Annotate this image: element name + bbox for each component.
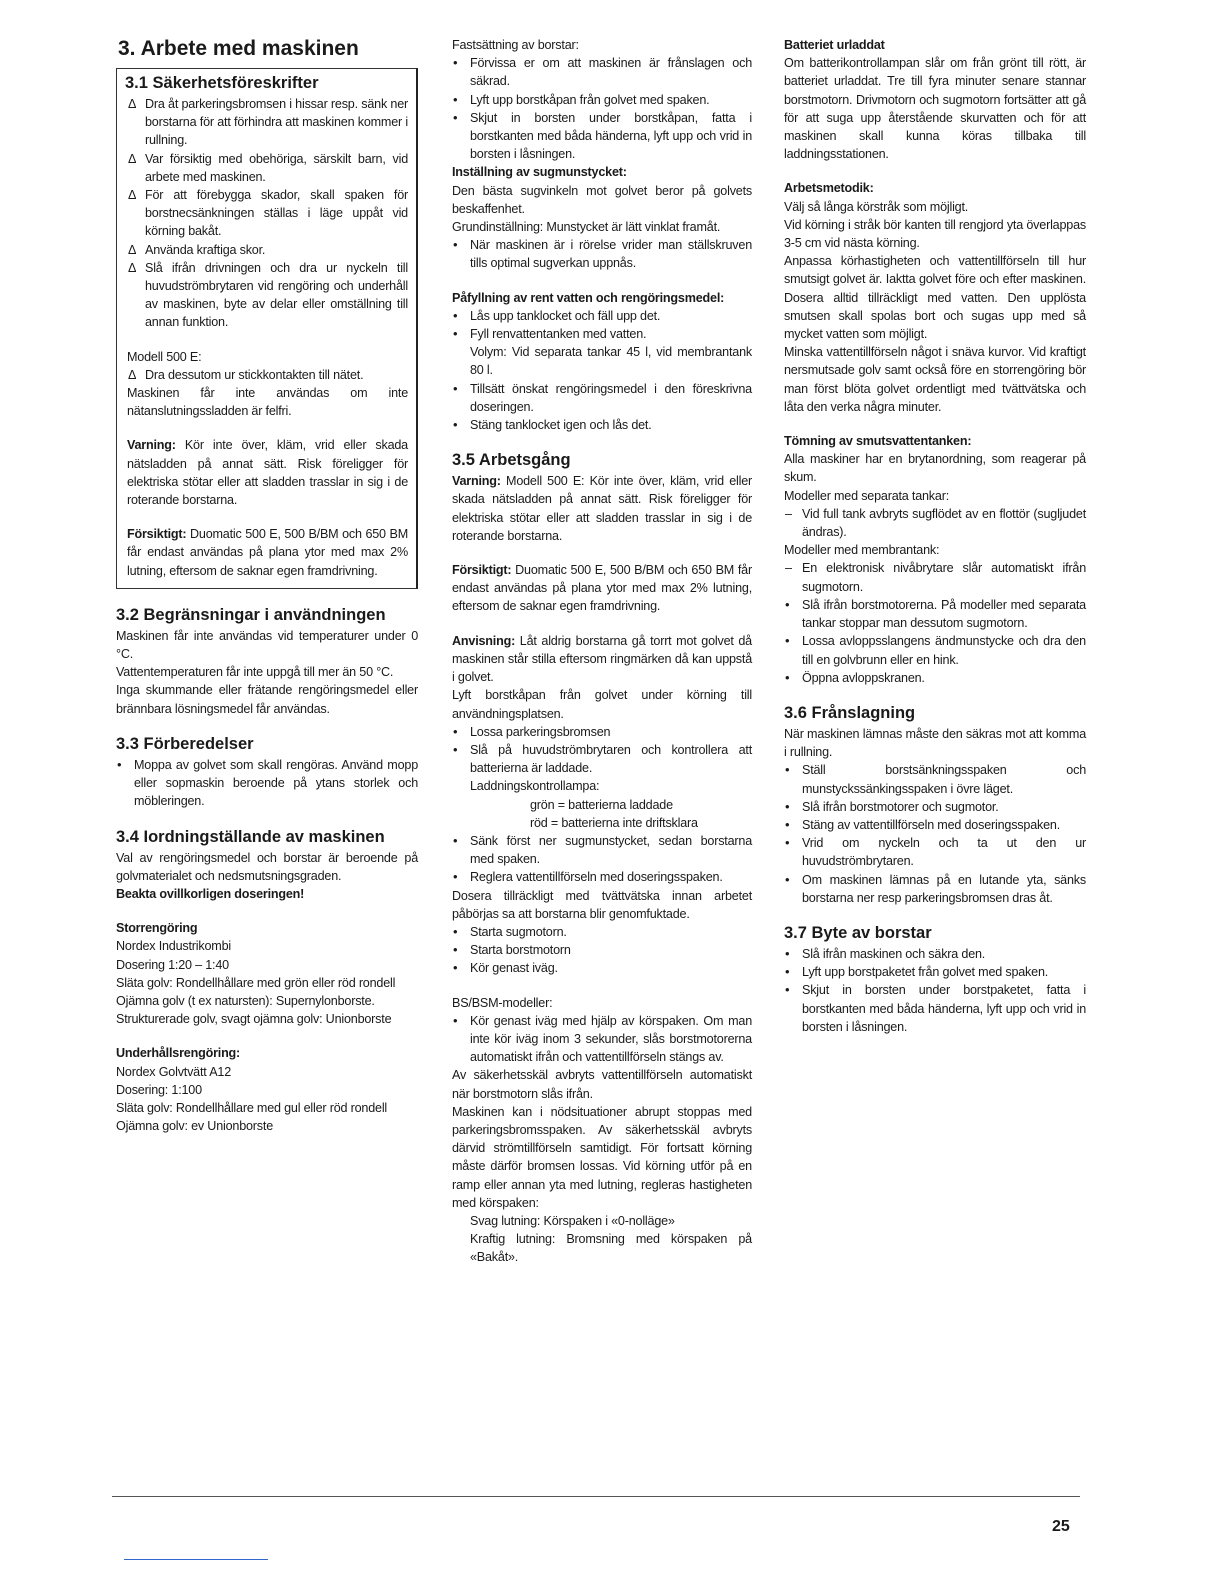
bullet-icon: [453, 1012, 467, 1030]
bullet-icon: [453, 723, 467, 741]
paragraph: Minska vattentillförseln något i snäva kurvor. Vid kraftigt nersmutsade golv samt också före en storrengöring bör man först blöta golvet ordentligt med tvättvätska och låta den verka några minuter.: [784, 345, 1086, 414]
model-warning-list: [127, 366, 408, 384]
list-item: • Starta borstmotorn: [452, 941, 752, 959]
bullet-list: [784, 761, 1086, 907]
list-item: Δ Dra åt parkeringsbromsen i hissar resp. sänk ner borstarna för att förhindra att maskinen kommer i rullning.: [128, 97, 408, 148]
warning-triangle-icon: Δ: [128, 260, 137, 275]
list-item: • Förvissa er om att maskinen är frånslagen och säkrad.: [452, 54, 752, 90]
list-item: • Lossa parkeringsbromsen: [452, 723, 752, 741]
list-item: • Sänk först ner sugmunstycket, sedan borstarna med spaken.: [452, 832, 752, 868]
section-heading-3-2: 3.2 Begränsningar i användningen: [116, 605, 386, 624]
paragraph: Maskinen kan i nödsituationer abrupt stoppas med parkeringsbromsspaken. Av säkerhetsskäl avbryts därvid strömtillförseln samtidigt. För fortsatt körning måste därför bromsen lossas. Vid körning utför på en ramp eller annan yta med lutning, regleras hastigheten med körspaken:: [452, 1104, 752, 1210]
warning-triangle-icon: Δ: [128, 367, 137, 382]
safety-warning-list: [127, 95, 408, 332]
bullet-icon: [117, 756, 131, 774]
underhall-heading: Underhållsrengöring:: [116, 1046, 241, 1061]
list-item: – Vid full tank avbryts sugflödet av en flottör (sugljudet ändras).: [785, 506, 1086, 540]
bullet-list: [452, 723, 752, 778]
warning-triangle-icon: Δ: [128, 242, 137, 257]
bullet-icon: [453, 741, 467, 759]
column-middle: [452, 36, 752, 1267]
storrengoring-heading: Storrengöring: [116, 921, 198, 936]
paragraph: Val av rengöringsmedel och borstar är beroende på golvmaterialet och nedsmutsningsgraden.: [116, 850, 418, 883]
bullet-list: [452, 832, 752, 887]
list-item: Δ Slå ifrån drivningen och dra ur nyckeln till huvudströmbrytaren vid rengöring och underhåll av maskinen, byte av delar eller omställning till annan funktion.: [128, 260, 408, 330]
list-item: Δ Var försiktig med obehöriga, särskilt barn, vid arbete med maskinen.: [128, 151, 408, 184]
anvisning-paragraph: Anvisning: Låt aldrig borstarna gå torrt mot golvet då maskinen står stilla eftersom ringmärken då kan uppstå i golvet.: [452, 633, 752, 685]
forsiktigt-paragraph: Försiktigt: Duomatic 500 E, 500 B/BM och 650 BM får endast användas på plana ytor med max 2% lutning, eftersom de saknar egen framdrivning.: [452, 563, 752, 614]
section-heading-3-5: 3.5 Arbetsgång: [452, 451, 571, 470]
paragraph: Inga skummande eller frätande rengöringsmedel eller brännbara lösningsmedel får användas.: [116, 683, 418, 716]
paragraph: Välj så långa körstråk som möjligt.: [784, 199, 969, 214]
bullet-icon: [453, 959, 467, 977]
list-item: • När maskinen är i rörelse vrider man ställskruven tills optimal sugverkan uppnås.: [452, 236, 752, 272]
bullet-icon: [453, 236, 467, 254]
bullet-icon: [453, 325, 467, 343]
bullet-list: [452, 307, 752, 434]
warning-triangle-icon: Δ: [128, 151, 137, 166]
list-item: • Om maskinen lämnas på en lutande yta, sänks borstarna ner resp parkeringsbromsen dras åt.: [784, 871, 1086, 907]
column-left: [116, 36, 418, 1135]
list-item: • Slå ifrån maskinen och säkra den.: [784, 945, 1086, 963]
dash-marker: –: [785, 561, 792, 576]
paragraph: Den bästa sugvinkeln mot golvet beror på golvets beskaffenhet.: [452, 183, 752, 216]
bullet-list: [784, 945, 1086, 1036]
text-line: Släta golv: Rondellhållare med grön eller röd rondell: [116, 975, 396, 990]
bullet-list: [452, 1012, 752, 1067]
membrane-tank-label: Modeller med membrantank:: [784, 543, 940, 558]
bullet-list: [452, 236, 752, 272]
list-item: • Slå ifrån borstmotorer och sugmotor.: [784, 798, 1086, 816]
battery-heading: Batteriet urladdat: [784, 38, 885, 52]
slope-strong: Kraftig lutning: Bromsning med körspaken på «Bakåt».: [470, 1232, 752, 1265]
list-item: • Vrid om nyckeln och ta ut den ur huvudströmbrytaren.: [784, 834, 1086, 870]
list-item: Δ För att förebygga skador, skall spaken för borstnecsänkningen ställas i läge uppåt vid körning bakåt.: [128, 188, 408, 239]
text-line: Dosering: 1:100: [116, 1082, 202, 1097]
bullet-list: [116, 756, 418, 811]
list-item: • Ställ borstsänkningsspaken och munstyckssänkingsspaken i övre läget.: [784, 761, 1086, 797]
bullet-icon: [785, 632, 799, 650]
dosage-notice: Beakta ovillkorligen doseringen!: [116, 886, 305, 901]
warning-triangle-icon: Δ: [128, 188, 137, 203]
dash-list: [784, 505, 1086, 541]
paragraph: Om batterikontrollampan slår om från grönt till rött, är batteriet urladdat. Tre till fyra minuter senare stannar borstmotorn. Drivmotorn och sugmotorn fortsätter att gå för att suga upp återstående skurvatten och för att maskinen skall kunna köras tillbaka till laddningsstationen.: [784, 56, 1086, 162]
list-item: • Kör genast iväg.: [452, 959, 752, 977]
paragraph: Lyft borstkåpan från golvet under körning till användningsplatsen.: [452, 688, 752, 721]
paragraph: Dosera tillräckligt med tvättvätska innan arbetet påbörjas sa att borstarna blir genomfuktade.: [452, 888, 752, 921]
bullet-icon: [453, 54, 467, 72]
bullet-list: [452, 54, 752, 163]
footer-divider: [112, 1496, 1080, 1497]
safety-box: [116, 68, 418, 589]
text-line: Dosering 1:20 – 1:40: [116, 957, 229, 972]
bullet-icon: [453, 923, 467, 941]
column-right: [784, 36, 1086, 1036]
fastsattning-label: Fastsättning av borstar:: [452, 38, 579, 52]
model-text: Maskinen får inte användas om inte nätanslutningssladden är felfri.: [127, 386, 408, 419]
bullet-list: [452, 923, 752, 978]
bullet-icon: [785, 871, 799, 889]
bullet-icon: [453, 868, 467, 886]
installning-heading: Inställning av sugmunstycket:: [452, 165, 627, 180]
bullet-icon: [785, 798, 799, 816]
section-heading-3-4: 3.4 Iordningställande av maskinen: [116, 827, 385, 846]
volume-note: Volym: Vid separata tankar 45 l, vid membrantank 80 l.: [470, 345, 752, 378]
list-item: • Öppna avloppskranen.: [784, 669, 1086, 687]
dash-marker: –: [785, 506, 792, 521]
varning-paragraph: Varning: Kör inte över, kläm, vrid eller skada nätsladden på annat sätt. Risk föreligger för elektriska stötar eller att sladden trasslar in sig i de roterande borstarna.: [127, 438, 408, 508]
model-label: Modell 500 E:: [127, 349, 202, 364]
bullet-icon: [785, 834, 799, 852]
bullet-icon: [785, 963, 799, 981]
paragraph: Vid körning i stråk bör kanten till rengjord yta överlappas 3-5 cm vid nästa körning.: [784, 217, 1086, 251]
slope-weak: Svag lutning: Körspaken i «0-nolläge»: [470, 1213, 675, 1228]
paragraph: När maskinen lämnas måste den säkras mot att komma i rullning.: [784, 726, 1086, 760]
page-number: 25: [1052, 1518, 1070, 1535]
list-item: • Stäng av vattentillförseln med doseringsspaken.: [784, 816, 1086, 834]
list-item: • Lyft upp borstkåpan från golvet med spaken.: [452, 91, 752, 109]
bullet-icon: [785, 816, 799, 834]
paragraph: Grundinställning: Munstycket är lätt vinklat framåt.: [452, 220, 721, 235]
forsiktigt-paragraph: Försiktigt: Duomatic 500 E, 500 B/BM och 650 BM får endast användas på plana ytor med max 2% lutning, eftersom de saknar egen framdrivning.: [127, 527, 408, 578]
bullet-icon: [785, 761, 799, 779]
bullet-icon: [453, 416, 467, 434]
list-item: Δ Dra dessutom ur stickkontakten till nätet.: [127, 366, 408, 384]
text-line: Nordex Golvtvätt A12: [116, 1064, 232, 1079]
pafyllning-heading: Påfyllning av rent vatten och rengöringsmedel:: [452, 290, 725, 305]
list-item: • Slå ifrån borstmotorerna. På modeller med separata tankar stoppar man dessutom sugmotorn.: [784, 596, 1086, 632]
chapter-title: 3. Arbete med maskinen: [118, 37, 359, 60]
list-item: • Skjut in borsten under borstkåpan, fatta i borstkanten med båda händerna, lyft upp och vrid in borsten i låsningen.: [452, 109, 752, 164]
section-heading-3-1: 3.1 Säkerhetsföreskrifter: [125, 74, 319, 92]
text-line: Släta golv: Rondellhållare med gul eller röd rondell: [116, 1100, 388, 1115]
list-item: • Lossa avloppsslangens ändmunstycke och dra den till en golvbrunn eller en hink.: [784, 632, 1086, 668]
section-heading-3-7: 3.7 Byte av borstar: [784, 923, 932, 942]
list-item: – En elektronisk nivåbrytare slår automatiskt ifrån sugmotorn.: [785, 561, 1086, 594]
section-heading-3-6: 3.6 Frånslagning: [784, 703, 916, 722]
bullet-icon: [785, 981, 799, 999]
text-line: Ojämna golv: ev Unionborste: [116, 1119, 274, 1134]
bs-models-label: BS/BSM-modeller:: [452, 995, 553, 1010]
warning-triangle-icon: Δ: [128, 97, 137, 111]
section-heading-3-3: 3.3 Förberedelser: [116, 734, 254, 753]
bullet-list: [784, 596, 1086, 687]
paragraph: Alla maskiner har en brytanordning, som reagerar på skum.: [784, 452, 1086, 485]
list-item: • Slå på huvudströmbrytaren och kontrollera att batterierna är laddade.: [452, 741, 752, 777]
varning-paragraph: Varning: Modell 500 E: Kör inte över, kläm, vrid eller skada nätsladden på annat sätt. Risk föreligger för elektriska stötar eller att sladden trasslar in sig i de roterande borstarna.: [452, 474, 752, 543]
list-item: • Fyll renvattentanken med vatten. Volym: Vid separata tankar 45 l, vid membrantank 80 l.: [452, 325, 752, 380]
bullet-icon: [453, 307, 467, 325]
lamp-green: grön = batterierna laddade: [530, 797, 673, 812]
list-item: • Reglera vattentillförseln med doseringsspaken.: [452, 868, 752, 886]
list-item: Δ Använda kraftiga skor.: [127, 241, 408, 259]
bullet-icon: [785, 945, 799, 963]
list-item: • Starta sugmotorn.: [452, 923, 752, 941]
scan-artifact-line: [124, 1559, 268, 1560]
list-item: • Stäng tanklocket igen och lås det.: [452, 416, 752, 434]
arbetsmetodik-heading: Arbetsmetodik:: [784, 181, 874, 196]
bullet-icon: [453, 832, 467, 850]
bullet-icon: [453, 941, 467, 959]
list-item: • Lyft upp borstpaketet från golvet med spaken.: [784, 963, 1086, 981]
list-item: • Skjut in borsten under borstpaketet, fatta i borstkanten med båda händerna, lyft upp och vrid in borsten i låsningen.: [784, 981, 1086, 1036]
bullet-icon: [453, 109, 467, 127]
lamp-label: Laddningskontrollampa:: [470, 779, 600, 794]
bullet-icon: [453, 91, 467, 109]
bullet-icon: [785, 596, 799, 614]
paragraph: Maskinen får inte användas vid temperaturer under 0 °C.: [116, 628, 418, 662]
tomning-heading: Tömning av smutsvattentanken:: [784, 434, 972, 449]
separate-tanks-label: Modeller med separata tankar:: [784, 488, 950, 503]
list-item: • Kör genast iväg med hjälp av körspaken. Om man inte kör iväg inom 3 sekunder, slås borstmotorerna automatiskt ifrån och vattentillförseln stängs av.: [452, 1012, 752, 1067]
paragraph: Av säkerhetsskäl avbryts vattentillförseln automatiskt när borstmotorn slås ifrån.: [452, 1068, 752, 1101]
bullet-icon: [785, 669, 799, 687]
bullet-icon: [453, 380, 467, 398]
list-item: • Tillsätt önskat rengöringsmedel i den föreskrivna doseringen.: [452, 380, 752, 416]
list-item: • Moppa av golvet som skall rengöras. Använd mopp eller sopmaskin beroende på ytans storlek och möbleringen.: [116, 756, 418, 811]
list-item: • Lås upp tanklocket och fäll upp det.: [452, 307, 752, 325]
text-line: Strukturerade golv, svagt ojämna golv: Unionborste: [116, 1012, 392, 1027]
lamp-red: röd = batterierna inte driftsklara: [530, 815, 698, 830]
paragraph: Anpassa körhastigheten och vattentillförseln till hur smutsigt golvet är. Iaktta golvet före och efter maskinen. Dosera alltid tillräckligt med vatten. Den upplösta smutsen skall spolas bort och sugas upp med så mycket vatten som möjligt.: [784, 254, 1086, 342]
paragraph: Vattentemperaturen får inte uppgå till mer än 50 °C.: [116, 665, 394, 680]
dash-list: [784, 559, 1086, 595]
text-line: Ojämna golv (t ex natursten): Supernylonborste.: [116, 993, 375, 1008]
text-line: Nordex Industrikombi: [116, 939, 231, 954]
